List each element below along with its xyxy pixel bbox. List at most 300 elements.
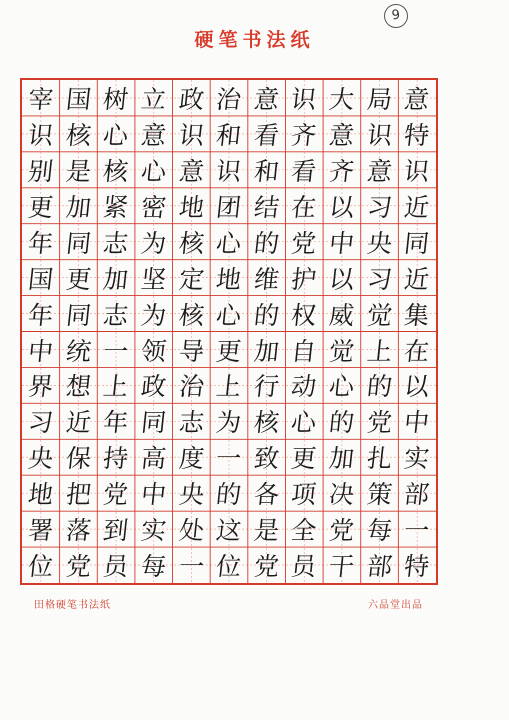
handwritten-character: 以 [327, 264, 356, 294]
grid-cell [173, 403, 211, 439]
handwritten-character: 心 [327, 372, 356, 402]
grid-cell [97, 439, 135, 475]
handwritten-character: 看 [252, 120, 281, 150]
footer-paper-type: 田格硬笔书法纸 [34, 600, 111, 611]
handwritten-character: 威 [327, 300, 356, 330]
grid-cell [60, 260, 98, 296]
grid-cell [323, 188, 361, 224]
handwritten-character: 治 [214, 84, 243, 114]
grid-cell [22, 511, 60, 547]
handwritten-character: 志 [177, 408, 206, 438]
handwritten-character: 政 [177, 84, 206, 114]
handwritten-character: 更 [64, 264, 93, 294]
grid-cell [60, 116, 98, 152]
handwritten-character: 年 [26, 228, 55, 258]
grid-column [135, 80, 173, 583]
handwritten-character: 把 [64, 480, 93, 510]
handwritten-character: 为 [139, 228, 168, 258]
grid-cell [173, 80, 211, 116]
grid-cell [398, 475, 436, 511]
grid-cell [135, 296, 173, 332]
handwritten-character: 习 [26, 408, 55, 438]
grid-cell [248, 224, 286, 260]
grid-cell [22, 296, 60, 332]
grid-cell [173, 367, 211, 403]
handwritten-character: 更 [214, 336, 243, 366]
handwritten-character: 一 [214, 444, 243, 474]
grid-cell [361, 116, 399, 152]
grid-cell [60, 511, 98, 547]
grid-column [323, 80, 361, 583]
handwritten-character: 中 [327, 228, 356, 258]
grid-cell [135, 547, 173, 583]
handwritten-character: 党 [327, 516, 356, 546]
handwritten-character: 意 [365, 156, 394, 186]
grid-cell [285, 547, 323, 583]
handwritten-character: 核 [101, 156, 130, 186]
grid-cell [135, 152, 173, 188]
grid-cell [22, 80, 60, 116]
handwritten-character: 核 [177, 300, 206, 330]
grid-cell [285, 116, 323, 152]
handwritten-character: 齐 [290, 120, 319, 150]
handwritten-character: 别 [26, 156, 55, 186]
grid-column [22, 80, 60, 583]
grid-cell [22, 332, 60, 368]
grid-cell [210, 260, 248, 296]
grid-cell [135, 224, 173, 260]
handwritten-character: 近 [402, 192, 432, 222]
handwritten-character: 意 [177, 156, 206, 186]
handwritten-character: 决 [327, 480, 356, 510]
grid-cell [323, 296, 361, 332]
grid-cell [248, 439, 286, 475]
handwritten-character: 自 [290, 336, 319, 366]
handwritten-character: 加 [101, 264, 130, 294]
handwritten-character: 中 [402, 408, 432, 438]
handwritten-character: 核 [252, 408, 281, 438]
handwritten-character: 大 [327, 84, 356, 114]
grid-cell [135, 116, 173, 152]
grid-cell [248, 188, 286, 224]
grid-cell [361, 403, 399, 439]
grid-cell [173, 188, 211, 224]
handwritten-character: 意 [252, 84, 281, 114]
grid-cell [173, 439, 211, 475]
handwritten-character: 动 [290, 372, 319, 402]
grid-cell [60, 547, 98, 583]
handwritten-character: 心 [214, 300, 243, 330]
grid-cell [22, 116, 60, 152]
handwritten-character: 实 [139, 516, 168, 546]
grid-cell [361, 367, 399, 403]
grid-cell [22, 152, 60, 188]
handwritten-character: 年 [26, 300, 55, 330]
handwritten-character: 以 [402, 372, 432, 402]
sheet-title: 硬笔书法纸 [194, 29, 315, 51]
grid-cell [323, 475, 361, 511]
grid-cell [210, 547, 248, 583]
handwritten-character: 核 [64, 120, 93, 150]
handwritten-character: 核 [177, 228, 206, 258]
grid-column [60, 80, 98, 583]
grid-cell [323, 152, 361, 188]
handwritten-character: 一 [402, 516, 432, 546]
handwritten-character: 国 [64, 84, 93, 114]
grid-cell [97, 80, 135, 116]
grid-cell [97, 224, 135, 260]
grid-cell [97, 188, 135, 224]
handwritten-character: 习 [365, 264, 394, 294]
grid-cell [60, 332, 98, 368]
grid-cell [173, 116, 211, 152]
grid-cell [22, 260, 60, 296]
grid-cell [285, 224, 323, 260]
handwritten-character: 志 [101, 228, 130, 258]
handwritten-character: 员 [290, 552, 319, 582]
grid-cell [97, 260, 135, 296]
handwritten-character: 更 [290, 444, 319, 474]
handwritten-character: 行 [252, 372, 281, 402]
grid-cell [285, 260, 323, 296]
handwritten-character: 看 [290, 156, 319, 186]
handwritten-character: 地 [214, 264, 243, 294]
grid-cell [398, 367, 436, 403]
handwritten-character: 项 [290, 480, 319, 510]
grid-cell [210, 511, 248, 547]
grid-cell [135, 511, 173, 547]
grid-cell [210, 80, 248, 116]
handwritten-character: 识 [26, 120, 55, 150]
handwritten-character: 员 [101, 552, 130, 582]
handwritten-character: 持 [101, 444, 130, 474]
grid-cell [248, 116, 286, 152]
handwritten-character: 的 [327, 408, 356, 438]
grid-cell [135, 475, 173, 511]
handwritten-character: 识 [365, 120, 394, 150]
handwritten-character: 央 [177, 480, 206, 510]
handwritten-character: 识 [214, 156, 243, 186]
grid-cell [135, 188, 173, 224]
grid-cell [60, 475, 98, 511]
handwritten-character: 国 [26, 264, 55, 294]
handwritten-character: 一 [177, 552, 206, 582]
handwritten-character: 在 [402, 336, 432, 366]
handwritten-character: 的 [214, 480, 243, 510]
grid-cell [60, 367, 98, 403]
grid-cell [135, 439, 173, 475]
handwritten-character: 同 [64, 228, 93, 258]
grid-cell [210, 152, 248, 188]
grid-cell [248, 547, 286, 583]
handwritten-character: 宰 [26, 84, 55, 114]
grid-cell [60, 152, 98, 188]
grid-cell [210, 332, 248, 368]
grid-cell [361, 439, 399, 475]
grid-cell [60, 80, 98, 116]
grid-cell [97, 116, 135, 152]
handwritten-character: 为 [139, 300, 168, 330]
handwritten-character: 觉 [365, 300, 394, 330]
grid-cell [398, 332, 436, 368]
grid-cell [323, 547, 361, 583]
handwritten-character: 为 [214, 408, 243, 438]
handwritten-character: 加 [252, 336, 281, 366]
handwritten-character: 导 [177, 336, 206, 366]
grid-cell [398, 80, 436, 116]
handwritten-character: 党 [101, 480, 130, 510]
handwritten-character: 心 [290, 408, 319, 438]
handwritten-character: 党 [290, 228, 319, 258]
grid-cell [135, 80, 173, 116]
handwritten-character: 和 [214, 120, 243, 150]
handwritten-character: 致 [252, 444, 281, 474]
grid-cell [97, 152, 135, 188]
grid-cell [210, 439, 248, 475]
grid-cell [398, 403, 436, 439]
grid-cell [97, 403, 135, 439]
handwritten-character: 党 [252, 552, 281, 582]
grid-cell [60, 224, 98, 260]
grid-cell [285, 475, 323, 511]
grid-cell [97, 332, 135, 368]
grid-cell [248, 152, 286, 188]
handwritten-character: 特 [402, 552, 432, 582]
handwritten-character: 部 [365, 552, 394, 582]
handwritten-character: 团 [214, 192, 243, 222]
grid-column [173, 80, 211, 583]
grid-cell [323, 511, 361, 547]
handwritten-character: 齐 [327, 156, 356, 186]
grid-cell [285, 511, 323, 547]
grid-cell [173, 332, 211, 368]
grid-cell [135, 367, 173, 403]
grid-cell [248, 367, 286, 403]
handwritten-character: 紧 [101, 192, 130, 222]
grid-cell [173, 511, 211, 547]
grid-cell [323, 403, 361, 439]
handwritten-character: 识 [402, 156, 432, 186]
handwritten-character: 特 [402, 120, 432, 150]
handwritten-character: 志 [101, 300, 130, 330]
handwritten-character: 地 [177, 192, 206, 222]
handwritten-character: 是 [252, 516, 281, 546]
grid-cell [285, 332, 323, 368]
handwritten-character: 落 [64, 516, 93, 546]
handwritten-character: 到 [101, 516, 130, 546]
handwritten-character: 觉 [327, 336, 356, 366]
grid-cell [323, 332, 361, 368]
grid-cell [248, 511, 286, 547]
grid-column [97, 80, 135, 583]
grid-cell [60, 403, 98, 439]
grid-cell [173, 260, 211, 296]
handwritten-character: 习 [365, 192, 394, 222]
grid-cell [60, 439, 98, 475]
grid-cell [398, 188, 436, 224]
handwritten-character: 高 [139, 444, 168, 474]
grid-cell [398, 152, 436, 188]
grid-cell [285, 152, 323, 188]
handwritten-character: 治 [177, 372, 206, 402]
handwritten-character: 意 [402, 84, 432, 114]
grid-cell [398, 547, 436, 583]
grid-cell [210, 475, 248, 511]
grid-cell [173, 224, 211, 260]
grid-cell [135, 403, 173, 439]
grid-cell [398, 116, 436, 152]
footer-publisher: 六品堂出品 [368, 600, 423, 611]
handwritten-character: 处 [177, 516, 206, 546]
handwritten-character: 密 [139, 192, 168, 222]
grid-column [210, 80, 248, 583]
grid-cell [22, 367, 60, 403]
handwritten-character: 心 [101, 120, 130, 150]
grid-cell [210, 403, 248, 439]
handwritten-character: 权 [290, 300, 319, 330]
handwritten-character: 地 [26, 480, 55, 510]
grid-cell [398, 224, 436, 260]
grid-cell [361, 152, 399, 188]
handwritten-character: 部 [402, 480, 432, 510]
grid-cell [22, 224, 60, 260]
handwritten-character: 党 [365, 408, 394, 438]
handwritten-character: 每 [139, 552, 168, 582]
handwritten-character: 近 [402, 264, 432, 294]
grid-cell [97, 547, 135, 583]
grid-cell [97, 511, 135, 547]
grid-cell [285, 296, 323, 332]
handwritten-character: 识 [290, 84, 319, 114]
handwritten-character: 想 [64, 372, 93, 402]
handwritten-character: 保 [64, 444, 93, 474]
grid-cell [398, 296, 436, 332]
handwritten-character: 集 [402, 300, 432, 330]
grid-cell [285, 439, 323, 475]
grid-cell [248, 260, 286, 296]
handwritten-character: 在 [290, 192, 319, 222]
grid-cell [210, 367, 248, 403]
handwritten-character: 中 [139, 480, 168, 510]
grid-cell [361, 332, 399, 368]
grid-cell [173, 296, 211, 332]
grid-cell [22, 403, 60, 439]
handwritten-character: 近 [64, 408, 93, 438]
handwritten-character: 位 [26, 552, 55, 582]
handwritten-character: 领 [139, 336, 168, 366]
grid-cell [22, 439, 60, 475]
grid-cell [323, 439, 361, 475]
grid-cell [248, 296, 286, 332]
handwritten-character: 干 [327, 552, 356, 582]
handwritten-character: 同 [402, 228, 432, 258]
handwritten-character: 策 [365, 480, 394, 510]
handwritten-character: 年 [101, 408, 130, 438]
handwritten-character: 的 [252, 228, 281, 258]
handwritten-character: 意 [139, 120, 168, 150]
grid-cell [361, 80, 399, 116]
grid-cell [285, 367, 323, 403]
handwritten-character: 坚 [139, 264, 168, 294]
handwritten-character: 央 [365, 228, 394, 258]
handwritten-character: 界 [26, 372, 55, 402]
grid-cell [285, 403, 323, 439]
handwritten-character: 的 [365, 372, 394, 402]
grid-cell [210, 224, 248, 260]
grid-cell [60, 296, 98, 332]
handwritten-character: 这 [214, 516, 243, 546]
handwritten-character: 定 [177, 264, 206, 294]
grid-cell [210, 296, 248, 332]
grid-cell [248, 80, 286, 116]
handwritten-character: 意 [327, 120, 356, 150]
grid-cell [97, 296, 135, 332]
handwritten-character: 同 [139, 408, 168, 438]
handwritten-character: 各 [252, 480, 281, 510]
grid-cell [22, 475, 60, 511]
handwritten-character: 更 [26, 192, 55, 222]
handwritten-character: 政 [139, 372, 168, 402]
handwritten-character: 实 [402, 444, 432, 474]
handwritten-character: 护 [290, 264, 319, 294]
grid-cell [361, 511, 399, 547]
grid-cell [173, 547, 211, 583]
handwritten-character: 每 [365, 516, 394, 546]
handwritten-character: 心 [139, 156, 168, 186]
grid-cell [210, 188, 248, 224]
grid-cell [97, 367, 135, 403]
grid-cell [97, 475, 135, 511]
handwritten-character: 局 [365, 84, 394, 114]
grid-cell [323, 224, 361, 260]
handwritten-character: 识 [177, 120, 206, 150]
grid-cell [361, 188, 399, 224]
handwritten-character: 全 [290, 516, 319, 546]
handwritten-character: 立 [139, 84, 168, 114]
grid-column [398, 80, 436, 583]
grid-cell [323, 80, 361, 116]
grid-cell [248, 475, 286, 511]
grid-cell [323, 260, 361, 296]
grid-cell [22, 547, 60, 583]
handwritten-character: 的 [252, 300, 281, 330]
page-number: 9 [382, 2, 409, 29]
grid-cell [210, 116, 248, 152]
handwritten-character: 上 [214, 372, 243, 402]
grid-cell [285, 80, 323, 116]
grid-column [361, 80, 399, 583]
grid-cell [173, 152, 211, 188]
grid-cell [361, 296, 399, 332]
grid-column [285, 80, 323, 583]
grid-cell [361, 547, 399, 583]
handwritten-character: 是 [64, 156, 93, 186]
handwritten-character: 扎 [365, 444, 394, 474]
handwritten-character: 央 [26, 444, 55, 474]
handwritten-character: 和 [252, 156, 281, 186]
grid-cell [248, 403, 286, 439]
grid-cell [398, 439, 436, 475]
handwritten-character: 加 [64, 192, 93, 222]
grid-column [248, 80, 286, 583]
handwritten-character: 上 [101, 372, 130, 402]
grid-cell [60, 188, 98, 224]
handwritten-character: 度 [177, 444, 206, 474]
grid-cell [135, 260, 173, 296]
handwritten-character: 心 [214, 228, 243, 258]
grid-cell [135, 332, 173, 368]
handwritten-character: 维 [252, 264, 281, 294]
